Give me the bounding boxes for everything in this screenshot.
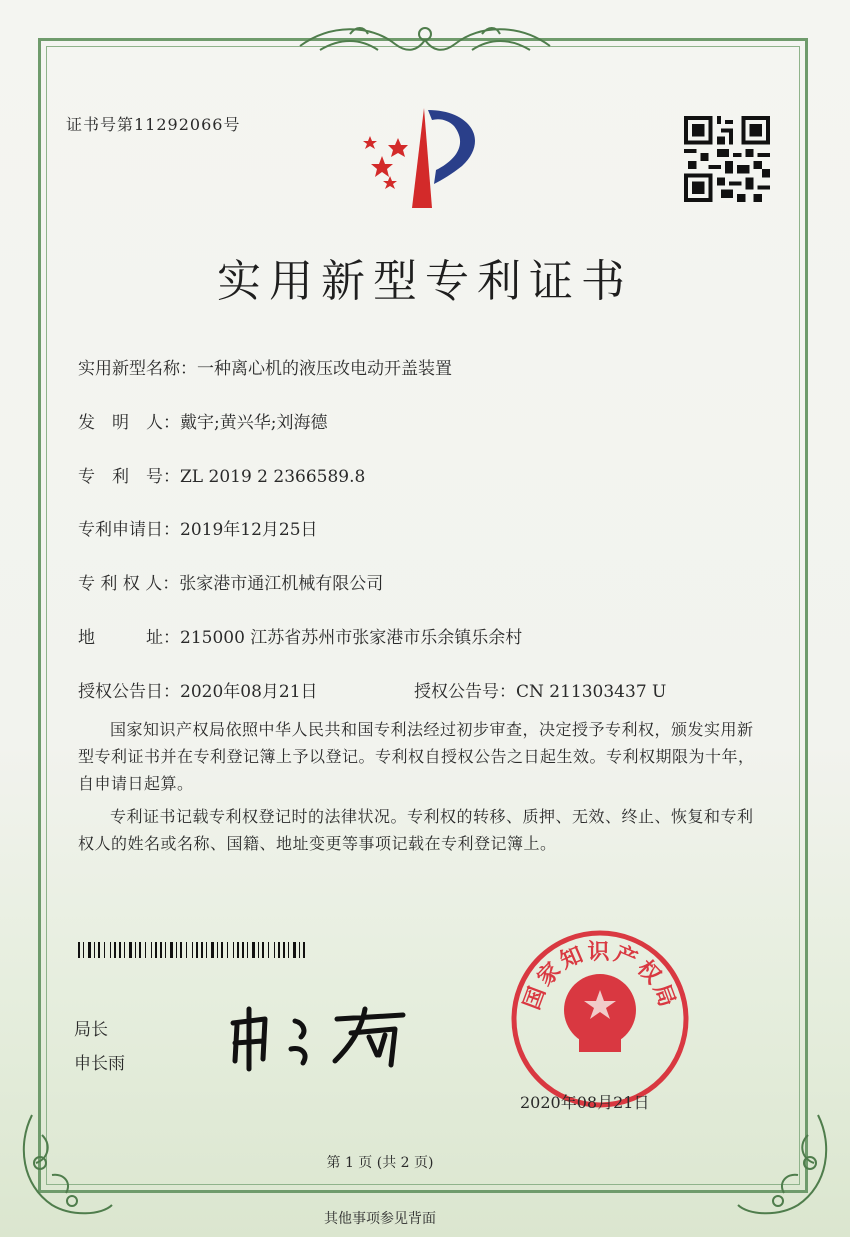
filing-date-value: 2019年12月25日 — [180, 520, 318, 540]
grant-date-label: 授权公告日： — [78, 682, 180, 702]
patent-number-value: ZL 2019 2 2366589.8 — [180, 467, 366, 487]
name-value: 一种离心机的液压改电动开盖装置 — [197, 359, 452, 379]
certificate-body — [78, 716, 758, 857]
patentee-value: 张家港市通江机械有限公司 — [179, 574, 384, 594]
body-paragraph-2: 专利证书记载专利权登记时的法律状况。专利权的转移、质押、无效、终止、恢复和专利权人的姓名或名称、国籍、地址变更等事项记载在专利登记簿上。 — [78, 807, 754, 853]
official-seal — [509, 928, 691, 1110]
utility-model-name-row — [78, 354, 452, 379]
grant-number-value: CN 211303437 U — [516, 682, 667, 702]
certificate-number: 证书号第11292066号 — [66, 115, 241, 134]
address-row — [78, 623, 522, 648]
body-paragraph-1: 国家知识产权局依照中华人民共和国专利法经过初步审查，决定授予专利权，颁发实用新型专利证书并在专利登记簿上予以登记。专利权自授权公告之日起生效。专利权期限为十年，自申请日起算。 — [78, 720, 755, 793]
page-number: 第 1 页 (共 2 页) — [326, 1155, 434, 1171]
grant-date-row — [78, 677, 318, 702]
name-label: 实用新型名称： — [78, 359, 197, 379]
seal-text: 国家知识产权局 — [518, 938, 682, 1014]
director-name: 申长雨 — [74, 1054, 125, 1074]
filing-date-label: 专利申请日： — [78, 520, 180, 540]
grant-date-value: 2020年08月21日 — [180, 682, 318, 702]
patent-office-logo — [350, 100, 500, 210]
grant-number-label: 授权公告号： — [414, 682, 516, 702]
inventor-label: 发 明 人： — [78, 413, 180, 433]
patent-number-row — [78, 462, 365, 487]
grant-number-row — [414, 677, 666, 702]
patentee-row — [78, 569, 383, 594]
address-label: 地 址： — [78, 628, 180, 648]
top-ornament — [290, 20, 560, 66]
footer-note: 其他事项参见背面 — [324, 1211, 436, 1227]
seal-date: 2020年08月21日 — [520, 1093, 650, 1112]
director-title: 局长 — [74, 1020, 108, 1040]
address-value: 215000 江苏省苏州市张家港市乐余镇乐余村 — [180, 628, 523, 648]
inventor-row — [78, 408, 327, 433]
qr-code — [684, 116, 770, 202]
patentee-label: 专 利 权 人： — [78, 574, 180, 594]
inventor-value: 戴宇;黄兴华;刘海德 — [180, 413, 328, 433]
patent-number-label: 专 利 号： — [78, 467, 180, 487]
director-signature — [225, 1003, 415, 1073]
barcode — [78, 942, 306, 958]
certificate-title: 实用新型专利证书 — [217, 256, 633, 307]
filing-date-row — [78, 515, 318, 540]
